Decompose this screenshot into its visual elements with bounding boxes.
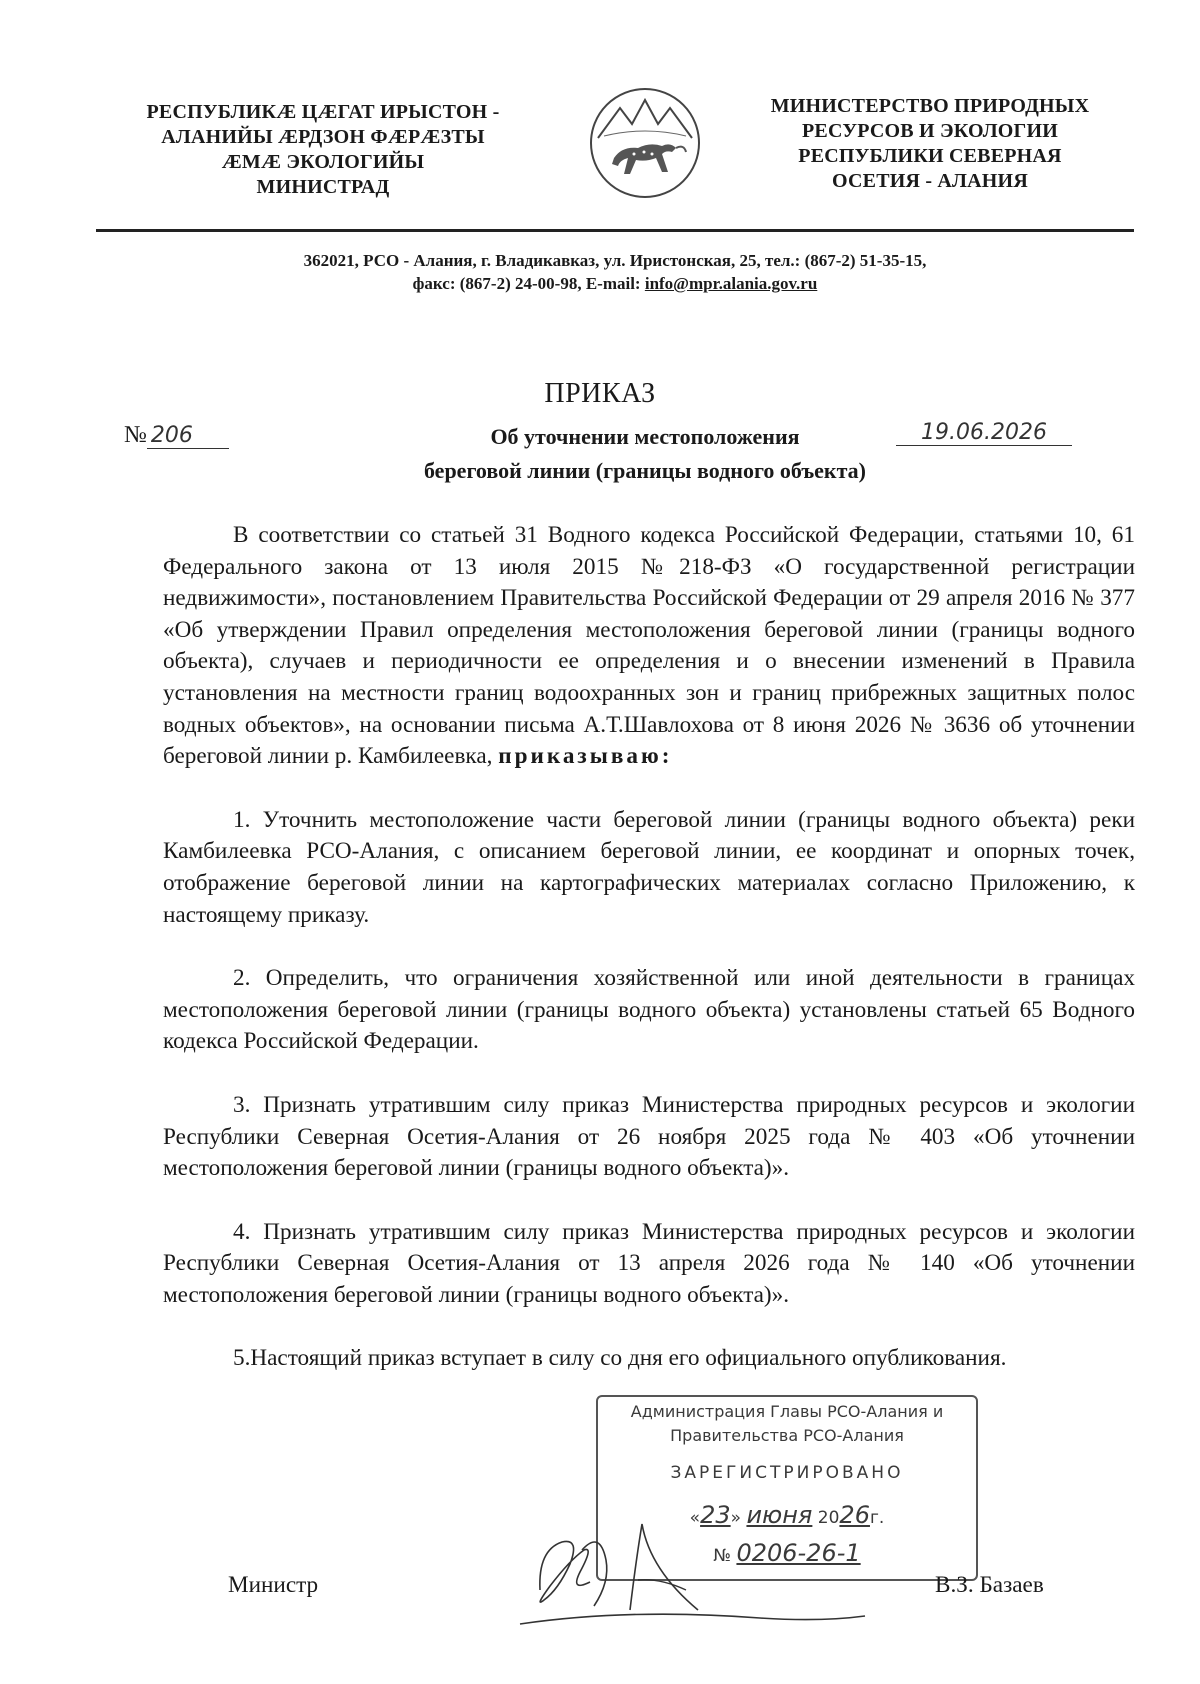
number-sign: №: [124, 422, 147, 448]
clause-2: 2. Определить, что ограничения хозяйственной или иной деятельности в границах местоположения береговой линии (границы водного объекта) установлены статьей 65 Водного кодекса Российской Федерации.: [163, 965, 1135, 1055]
document-title: ПРИКАЗ: [544, 378, 656, 409]
clause-4: 4. Признать утратившим силу приказ Министерства природных ресурсов и экологии Республики Северная Осетия-Алания от 13 апреля 2026 года № 140 «Об уточнении местоположения береговой линии (границы водного объекта)».: [163, 1218, 1135, 1308]
stamp-number-sign: №: [713, 1546, 732, 1566]
address-block: [96, 249, 1134, 295]
stamp-date-open: «: [689, 1508, 701, 1528]
order-body: [163, 520, 1135, 1375]
signatory-position: Министр: [228, 1572, 319, 1598]
coat-of-arms-emblem: [588, 86, 702, 200]
stamp-org-line: Правительства РСО-Алания: [670, 1426, 904, 1445]
intro-text: В соответствии со статьей 31 Водного кодекса Российской Федерации, статьями 10, 61 Федерального закона от 13 июля 2015 №218-ФЗ «О государственной регистрации недвижимости», постановлением Правительства Российской Федерации от 29 апреля 2016 № 377 «Об утверждении Правил определения местоположения береговой линии (границы водного объекта), случаев и периодичности ее определения и о внесении изменений в Правила установления на местности границ водоохранных зон и границ прибрежных защитных полос водных объектов», на основании письма А.Т.Шавлохова от 8 июня 2026 № 3636 об уточнении береговой линии р. Камбилеевка,: [163, 522, 1135, 770]
clause-3: 3. Признать утратившим силу приказ Министерства природных ресурсов и экологии Республики Северная Осетия-Алания от 26 ноября 2025 года № 403 «Об уточнении местоположения береговой линии (границы водного объекта)».: [163, 1091, 1135, 1182]
header-right-line: РЕСПУБЛИКИ СЕВЕРНАЯ: [798, 145, 1062, 167]
stamp-number-hand: 0206-26-1: [736, 1539, 861, 1567]
contact-line: [96, 272, 1134, 295]
header-divider: [96, 229, 1134, 232]
stamp-day: 23: [700, 1501, 731, 1529]
header-right-line: РЕСУРСОВ И ЭКОЛОГИИ: [802, 120, 1058, 142]
stamp-year: 26: [839, 1501, 870, 1529]
header-right-line: ОСЕТИЯ - АЛАНИЯ: [832, 170, 1028, 192]
stamp-year-prefix: 20: [817, 1508, 840, 1528]
decree-keyword: приказываю:: [498, 743, 673, 770]
header-ossetian-title: [118, 100, 528, 200]
address-line: 362021, РСО - Алания, г. Владикавказ, ул. Иристонская, 25, тел.: (867-2) 51-35-15,: [303, 251, 927, 270]
stamp-date-close: »: [730, 1508, 742, 1528]
stamp-month: июня: [746, 1501, 813, 1529]
header-left-line: МИНИСТРАД: [256, 176, 390, 198]
subject-line: береговой линии (границы водного объекта): [423, 458, 867, 483]
fax-text: факс: (867-2) 24-00-98, E-mail:: [412, 274, 645, 293]
intro-paragraph: [163, 520, 1135, 773]
stamp-org-line: Администрация Главы РСО-Алания и: [630, 1402, 944, 1421]
email-link[interactable]: info@mpr.alania.gov.ru: [644, 274, 818, 293]
header-left-line: РЕСПУБЛИКÆ ЦÆГАТ ИРЫСТОН -: [146, 101, 500, 123]
header-left-line: ÆМÆ ЭКОЛОГИЙЫ: [221, 151, 425, 173]
subject-line: Об уточнении местоположения: [490, 424, 800, 449]
stamp-year-suffix: г.: [869, 1508, 885, 1528]
stamp-registered: ЗАРЕГИСТРИРОВАНО: [670, 1463, 904, 1483]
clause-5: 5.Настоящий приказ вступает в силу со дня его официального опубликования.: [233, 1345, 1007, 1372]
handwritten-number: 206: [147, 423, 229, 449]
header-left-line: АЛАНИЙЫ ÆРДЗОН ФÆРÆЗТЫ: [161, 126, 485, 148]
order-subject: [340, 420, 950, 488]
header-russian-title: [740, 94, 1120, 194]
clause-1: 1. Уточнить местоположение части береговой линии (границы водного объекта) реки Камбилеевка РСО-Алания, с описанием береговой линии, ее координат и опорных точек, отображение береговой линии на картографических материалах согласно Приложению, к настоящему приказу.: [163, 806, 1135, 928]
signatory-name: В.З. Базаев: [935, 1572, 1044, 1598]
handwritten-signature: [510, 1520, 870, 1630]
order-number: [124, 422, 229, 449]
header-right-line: МИНИСТЕРСТВО ПРИРОДНЫХ: [770, 95, 1090, 117]
handwritten-date: 19.06.2026: [896, 420, 1072, 446]
